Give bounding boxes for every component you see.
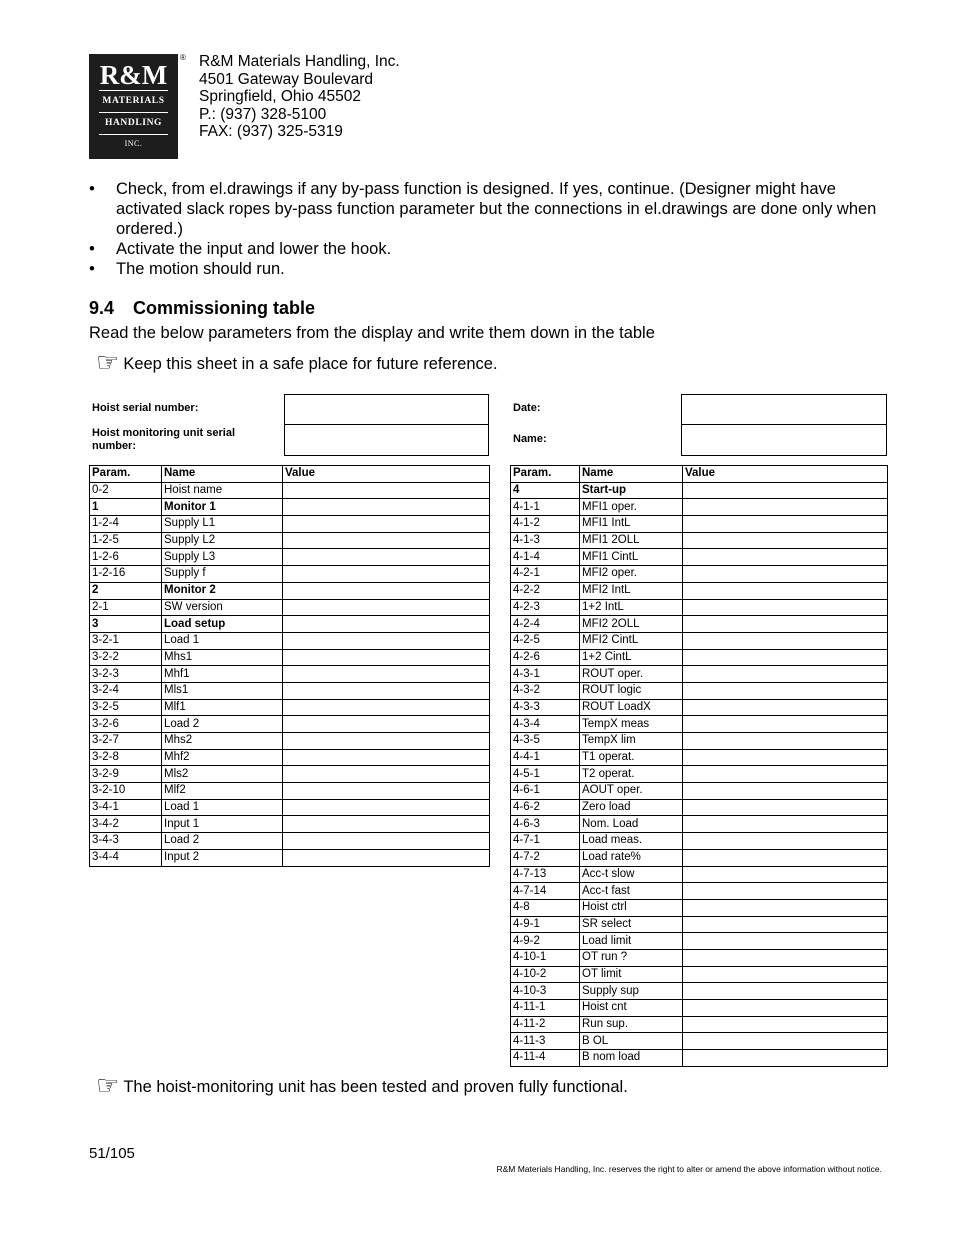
name-cell: Start-up [580, 482, 683, 499]
param-cell: 4-7-14 [511, 883, 580, 900]
value-cell[interactable] [283, 833, 490, 850]
column-header: Param. [90, 466, 162, 483]
param-cell: 3-2-8 [90, 749, 162, 766]
value-cell[interactable] [683, 632, 888, 649]
note-tested: ☞ The hoist-monitoring unit has been tested and proven fully functional. [96, 1070, 628, 1100]
table-row [511, 1000, 888, 1017]
value-cell[interactable] [683, 899, 888, 916]
value-cell[interactable] [283, 783, 490, 800]
name-field[interactable] [681, 424, 887, 456]
name-cell: Zero load [580, 799, 683, 816]
name-cell: Mlf2 [162, 783, 283, 800]
value-cell[interactable] [683, 1033, 888, 1050]
monitor-serial-label: Hoist monitoring unit serial number: [92, 427, 236, 452]
name-cell: Mlf1 [162, 699, 283, 716]
value-cell[interactable] [683, 1000, 888, 1017]
value-cell[interactable] [683, 582, 888, 599]
value-cell[interactable] [683, 516, 888, 533]
name-cell: Load 2 [162, 716, 283, 733]
param-cell: 4-2-6 [511, 649, 580, 666]
value-cell[interactable] [283, 699, 490, 716]
table-row [90, 682, 490, 699]
table-row [90, 699, 490, 716]
param-cell: 4-2-4 [511, 616, 580, 633]
value-cell[interactable] [283, 599, 490, 616]
name-cell: B nom load [580, 1050, 683, 1067]
value-cell[interactable] [283, 649, 490, 666]
table-row [90, 799, 490, 816]
table-header-row [511, 466, 888, 483]
param-cell: 1-2-16 [90, 566, 162, 583]
monitor-serial-field[interactable] [284, 424, 489, 456]
column-header: Param. [511, 466, 580, 483]
name-cell: OT limit [580, 966, 683, 983]
param-cell: 2 [90, 582, 162, 599]
table-row [511, 799, 888, 816]
name-cell: Supply L3 [162, 549, 283, 566]
param-cell: 4-3-5 [511, 733, 580, 750]
table-header-row [90, 466, 490, 483]
address-line: R&M Materials Handling, Inc. [199, 53, 400, 70]
table-row [511, 666, 888, 683]
value-cell[interactable] [283, 482, 490, 499]
table-row [511, 849, 888, 866]
table-row [90, 816, 490, 833]
value-cell[interactable] [283, 816, 490, 833]
name-cell: Mhf1 [162, 666, 283, 683]
value-cell[interactable] [283, 616, 490, 633]
param-cell: 4-9-2 [511, 933, 580, 950]
param-cell: 0-2 [90, 482, 162, 499]
value-cell[interactable] [683, 716, 888, 733]
param-cell: 4-7-13 [511, 866, 580, 883]
param-cell: 4-6-2 [511, 799, 580, 816]
name-cell: MFI2 2OLL [580, 616, 683, 633]
param-cell: 3-2-4 [90, 682, 162, 699]
param-cell: 4-1-3 [511, 532, 580, 549]
note-reference: ☞ Keep this sheet in a safe place for future reference. [96, 347, 498, 377]
param-cell: 3-2-9 [90, 766, 162, 783]
column-header: Name [580, 466, 683, 483]
table-row [511, 766, 888, 783]
value-cell[interactable] [283, 749, 490, 766]
address-line: P.: (937) 328-5100 [199, 105, 327, 123]
value-cell[interactable] [683, 482, 888, 499]
name-cell: T2 operat. [580, 766, 683, 783]
param-cell: 3-2-7 [90, 733, 162, 750]
table-row [90, 632, 490, 649]
param-cell: 4-2-3 [511, 599, 580, 616]
value-cell[interactable] [683, 566, 888, 583]
logo-text: R&M [99, 60, 168, 90]
table-row [511, 499, 888, 516]
table-row [90, 549, 490, 566]
param-cell: 4-5-1 [511, 766, 580, 783]
name-cell: SW version [162, 599, 283, 616]
table-row [511, 783, 888, 800]
name-cell: Nom. Load [580, 816, 683, 833]
name-cell: Mhs2 [162, 733, 283, 750]
table-row [511, 899, 888, 916]
value-cell[interactable] [283, 666, 490, 683]
value-cell[interactable] [683, 933, 888, 950]
param-cell: 4-6-1 [511, 783, 580, 800]
param-cell: 2-1 [90, 599, 162, 616]
value-cell[interactable] [283, 582, 490, 599]
value-cell[interactable] [683, 833, 888, 850]
table-row [511, 616, 888, 633]
pointing-hand-icon: ☞ [96, 1070, 120, 1100]
name-cell: TempX meas [580, 716, 683, 733]
date-field[interactable] [681, 394, 887, 425]
logo-rule [99, 134, 168, 135]
name-cell: ROUT oper. [580, 666, 683, 683]
param-cell: 4-6-3 [511, 816, 580, 833]
name-cell: Monitor 1 [162, 499, 283, 516]
value-cell[interactable] [283, 566, 490, 583]
name-cell: Load meas. [580, 833, 683, 850]
param-cell: 4-11-4 [511, 1050, 580, 1067]
param-cell: 3-4-4 [90, 849, 162, 866]
table-row [511, 516, 888, 533]
table-row [90, 783, 490, 800]
param-cell: 4-10-2 [511, 966, 580, 983]
name-cell: Load setup [162, 616, 283, 633]
param-cell: 4-8 [511, 899, 580, 916]
name-cell: Supply L2 [162, 532, 283, 549]
param-cell: 3 [90, 616, 162, 633]
param-cell: 4-7-2 [511, 849, 580, 866]
name-cell: MFI1 CintL [580, 549, 683, 566]
table-row [90, 532, 490, 549]
name-cell: Input 2 [162, 849, 283, 866]
param-cell: 4-11-3 [511, 1033, 580, 1050]
value-cell[interactable] [683, 799, 888, 816]
name-cell: ROUT logic [580, 682, 683, 699]
value-cell[interactable] [683, 916, 888, 933]
value-cell[interactable] [283, 549, 490, 566]
table-row [511, 482, 888, 499]
table-row [511, 1050, 888, 1067]
value-cell[interactable] [683, 682, 888, 699]
pointing-hand-icon: ☞ [96, 347, 120, 377]
table-row [90, 566, 490, 583]
param-cell: 3-2-10 [90, 783, 162, 800]
logo-handling: HANDLING [104, 118, 163, 128]
value-cell[interactable] [283, 716, 490, 733]
value-cell[interactable] [683, 749, 888, 766]
table-row [90, 616, 490, 633]
param-cell: 4-2-5 [511, 632, 580, 649]
table-row [511, 749, 888, 766]
logo-materials: MATERIALS [102, 96, 165, 106]
table-row [90, 516, 490, 533]
name-cell: MFI2 CintL [580, 632, 683, 649]
name-cell: Hoist cnt [580, 1000, 683, 1017]
name-cell: Load rate% [580, 849, 683, 866]
table-row [90, 716, 490, 733]
hoist-serial-field[interactable] [284, 394, 489, 425]
param-cell: 3-2-5 [90, 699, 162, 716]
logo-rule [99, 112, 168, 113]
param-cell: 4-1-2 [511, 516, 580, 533]
param-cell: 1-2-5 [90, 532, 162, 549]
param-cell: 1-2-6 [90, 549, 162, 566]
name-label: Name: [513, 433, 547, 445]
name-cell: Acc-t slow [580, 866, 683, 883]
section-number: 9.4 [89, 298, 115, 318]
name-cell: Load 2 [162, 833, 283, 850]
name-cell: SR select [580, 916, 683, 933]
name-cell: Mls2 [162, 766, 283, 783]
value-cell[interactable] [683, 699, 888, 716]
param-cell: 4-10-3 [511, 983, 580, 1000]
section-title: Commissioning table [133, 298, 316, 318]
value-cell[interactable] [283, 766, 490, 783]
name-cell: Mls1 [162, 682, 283, 699]
address-line: 4501 Gateway Boulevard [199, 70, 374, 88]
value-cell[interactable] [683, 666, 888, 683]
table-row [511, 816, 888, 833]
param-cell: 4-3-3 [511, 699, 580, 716]
value-cell[interactable] [683, 883, 888, 900]
company-logo [89, 54, 178, 159]
table-row [511, 582, 888, 599]
value-cell[interactable] [683, 733, 888, 750]
param-cell: 3-2-6 [90, 716, 162, 733]
param-cell: 4-3-2 [511, 682, 580, 699]
intro-text: Read the below parameters from the display and write them down in the table [89, 324, 655, 342]
list-item: • Activate the input and lower the hook. [89, 240, 392, 258]
value-cell[interactable] [283, 499, 490, 516]
param-cell: 4-4-1 [511, 749, 580, 766]
param-cell: 4-11-1 [511, 1000, 580, 1017]
value-cell[interactable] [683, 1050, 888, 1067]
value-cell[interactable] [683, 649, 888, 666]
value-cell[interactable] [283, 532, 490, 549]
name-cell: AOUT oper. [580, 783, 683, 800]
name-cell: Hoist name [162, 482, 283, 499]
value-cell[interactable] [683, 783, 888, 800]
column-header: Value [683, 466, 888, 483]
value-cell[interactable] [683, 766, 888, 783]
value-cell[interactable] [683, 866, 888, 883]
name-cell: Mhf2 [162, 749, 283, 766]
name-cell: 1+2 IntL [580, 599, 683, 616]
table-row [90, 649, 490, 666]
value-cell[interactable] [683, 966, 888, 983]
param-cell: 4-11-2 [511, 1016, 580, 1033]
value-cell[interactable] [683, 849, 888, 866]
table-row [511, 632, 888, 649]
table-row [511, 833, 888, 850]
name-cell: MFI2 IntL [580, 582, 683, 599]
address-line: FAX: (937) 325-5319 [199, 123, 343, 141]
table-row [90, 499, 490, 516]
param-cell: 4 [511, 482, 580, 499]
table-row [90, 666, 490, 683]
table-row [511, 1033, 888, 1050]
page-number: 51/105 [89, 1145, 135, 1162]
name-cell: Load limit [580, 933, 683, 950]
hoist-serial-label: Hoist serial number: [92, 402, 199, 414]
name-cell: Load 1 [162, 632, 283, 649]
name-cell: Supply sup [580, 983, 683, 1000]
list-item: • The motion should run. [89, 260, 285, 278]
name-cell: Hoist ctrl [580, 899, 683, 916]
name-cell: Load 1 [162, 799, 283, 816]
name-cell: B OL [580, 1033, 683, 1050]
name-cell: TempX lim [580, 733, 683, 750]
table-row [90, 482, 490, 499]
value-cell[interactable] [283, 733, 490, 750]
value-cell[interactable] [283, 516, 490, 533]
bullet-icon: • [89, 240, 95, 258]
param-cell: 1-2-4 [90, 516, 162, 533]
table-row [511, 883, 888, 900]
param-cell: 3-2-3 [90, 666, 162, 683]
table-row [90, 749, 490, 766]
table-row [511, 866, 888, 883]
param-cell: 4-1-4 [511, 549, 580, 566]
param-cell: 3-4-2 [90, 816, 162, 833]
param-cell: 4-3-4 [511, 716, 580, 733]
table-row [90, 582, 490, 599]
table-row [511, 916, 888, 933]
date-label: Date: [513, 402, 541, 414]
table-row [511, 966, 888, 983]
column-header: Value [283, 466, 490, 483]
value-cell[interactable] [683, 816, 888, 833]
name-cell: MFI1 IntL [580, 516, 683, 533]
table-row [511, 733, 888, 750]
value-cell[interactable] [683, 549, 888, 566]
logo-inc: INC. [124, 139, 143, 148]
section-heading [89, 298, 315, 319]
table-row [511, 699, 888, 716]
param-cell: 4-2-2 [511, 582, 580, 599]
list-item: • Check, from el.drawings if any by-pass function is designed. If yes, continue. (Designer might have activated slack ropes by-pass function parameter but the connections in el.drawings are done only when ordered.) [89, 180, 877, 238]
param-cell: 4-10-1 [511, 949, 580, 966]
value-cell[interactable] [283, 849, 490, 866]
bullet-icon: • [89, 180, 95, 198]
value-cell[interactable] [683, 949, 888, 966]
param-cell: 4-1-1 [511, 499, 580, 516]
value-cell[interactable] [283, 632, 490, 649]
name-cell: Mhs1 [162, 649, 283, 666]
table-row [90, 849, 490, 866]
name-cell: T1 operat. [580, 749, 683, 766]
table-row [511, 716, 888, 733]
table-row [511, 682, 888, 699]
table-row [90, 833, 490, 850]
param-cell: 4-9-1 [511, 916, 580, 933]
value-cell[interactable] [683, 599, 888, 616]
name-cell: MFI2 oper. [580, 566, 683, 583]
name-cell: MFI1 oper. [580, 499, 683, 516]
param-cell: 3-2-1 [90, 632, 162, 649]
footer-disclaimer: R&M Materials Handling, Inc. reserves the right to alter or amend the above information without notice. [496, 1164, 882, 1174]
value-cell[interactable] [683, 983, 888, 1000]
param-cell: 1 [90, 499, 162, 516]
param-cell: 3-4-3 [90, 833, 162, 850]
logo-rule [99, 90, 168, 91]
name-cell: Monitor 2 [162, 582, 283, 599]
value-cell[interactable] [683, 616, 888, 633]
table-row [511, 949, 888, 966]
name-cell: OT run ? [580, 949, 683, 966]
table-row [90, 766, 490, 783]
table-row [511, 566, 888, 583]
address-line: Springfield, Ohio 45502 [199, 88, 362, 106]
name-cell: Acc-t fast [580, 883, 683, 900]
name-cell: Run sup. [580, 1016, 683, 1033]
table-row [511, 1016, 888, 1033]
param-cell: 4-2-1 [511, 566, 580, 583]
value-cell[interactable] [683, 1016, 888, 1033]
table-row [511, 599, 888, 616]
param-cell: 4-3-1 [511, 666, 580, 683]
table-row [90, 733, 490, 750]
value-cell[interactable] [283, 682, 490, 699]
value-cell[interactable] [683, 499, 888, 516]
parameters-table-left [89, 465, 490, 867]
param-cell: 4-7-1 [511, 833, 580, 850]
name-cell: Input 1 [162, 816, 283, 833]
bullet-icon: • [89, 260, 95, 278]
table-row [511, 983, 888, 1000]
param-cell: 3-4-1 [90, 799, 162, 816]
name-cell: Supply L1 [162, 516, 283, 533]
name-cell: MFI1 2OLL [580, 532, 683, 549]
table-row [511, 933, 888, 950]
registered-mark: ® [180, 53, 186, 62]
value-cell[interactable] [283, 799, 490, 816]
parameters-table-right [510, 465, 888, 1067]
table-row [511, 649, 888, 666]
name-cell: 1+2 CintL [580, 649, 683, 666]
name-cell: Supply f [162, 566, 283, 583]
table-row [511, 532, 888, 549]
name-cell: ROUT LoadX [580, 699, 683, 716]
column-header: Name [162, 466, 283, 483]
table-row [511, 549, 888, 566]
value-cell[interactable] [683, 532, 888, 549]
table-row [90, 599, 490, 616]
instruction-list [89, 179, 879, 279]
company-address [199, 53, 400, 141]
param-cell: 3-2-2 [90, 649, 162, 666]
